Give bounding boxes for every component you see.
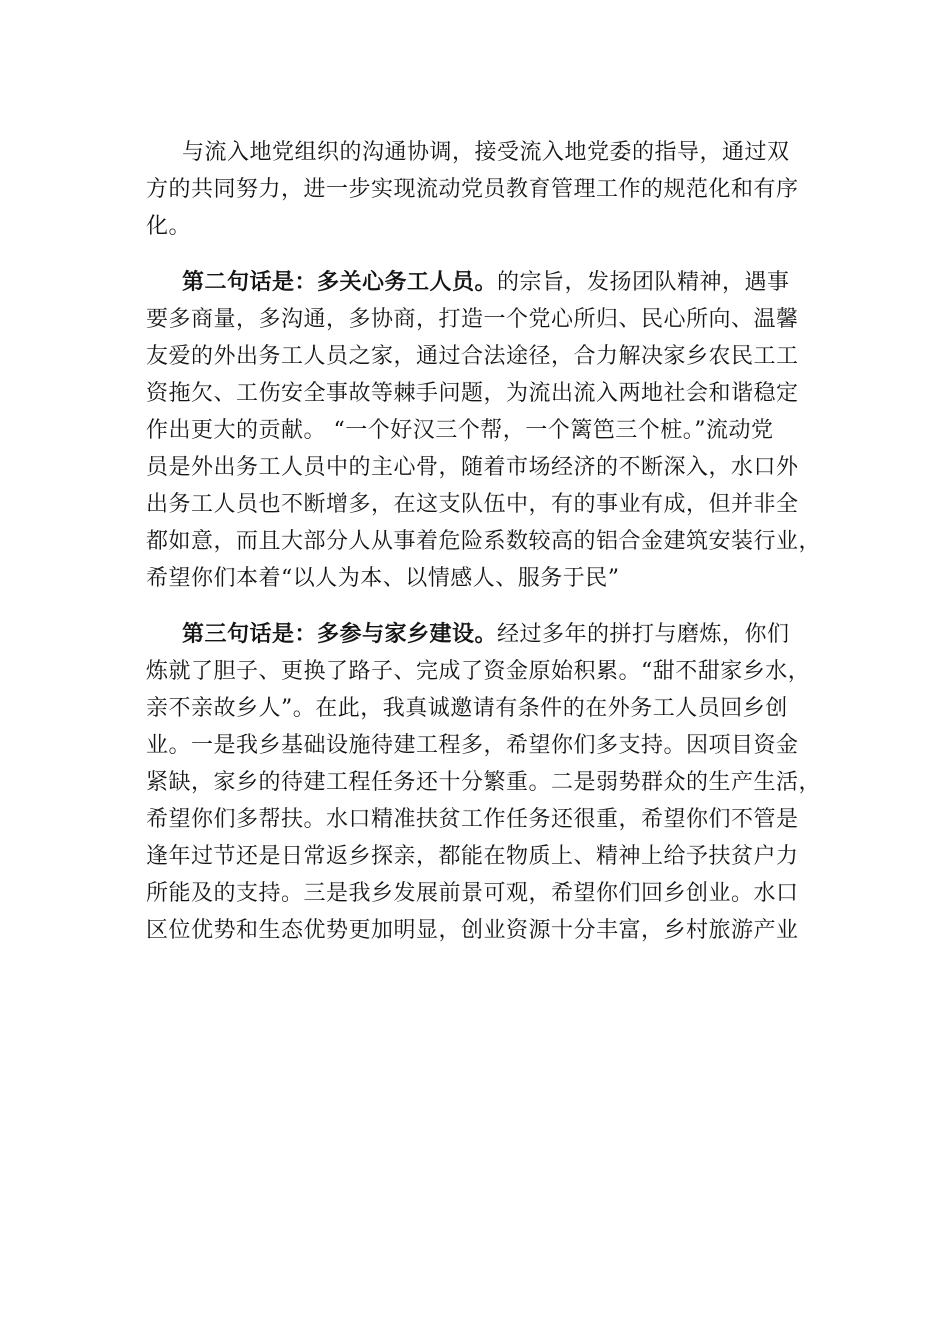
text-line: 都如意，而且大部分人从事着危险系数较高的铝合金建筑安装行业， bbox=[146, 529, 822, 554]
text-line: 业。一是我乡基础设施待建工程多，希望你们多支持。因项目资金 bbox=[146, 733, 799, 758]
text-line: 员是外出务工人员中的主心骨，随着市场经济的不断深入，水口外 bbox=[146, 455, 799, 480]
text-line: 作出更大的贡献。 “一个好汉三个帮，一个篱笆三个桩。”流动党 bbox=[146, 418, 774, 443]
text-run: 经过多年的拼打与磨炼，你们 bbox=[497, 622, 790, 647]
text-line: 逢年过节还是日常返乡探亲，都能在物质上、精神上给予扶贫户力 bbox=[146, 844, 799, 869]
text-line: 亲不亲故乡人”。在此，我真诚邀请有条件的在外务工人员回乡创 bbox=[146, 696, 788, 721]
text-line: 希望你们多帮扶。水口精准扶贫工作任务还很重，希望你们不管是 bbox=[146, 807, 799, 832]
text-line: 方的共同努力，进一步实现流动党员教育管理工作的规范化和有序 bbox=[146, 177, 799, 202]
text-line bbox=[146, 616, 806, 653]
text-line: 出务工人员也不断增多，在这支队伍中，有的事业有成，但并非全 bbox=[146, 492, 799, 517]
section-heading-3: 第三句话是：多参与家乡建设。 bbox=[182, 622, 498, 647]
text-line: 炼就了胆子、更换了路子、完成了资金原始积累。“甜不甜家乡水， bbox=[146, 659, 811, 684]
text-run: 的宗旨，发扬团队精神，遇事 bbox=[497, 270, 790, 295]
text-line: 要多商量，多沟通，多协商，打造一个党心所归、民心所向、温馨 bbox=[146, 307, 799, 332]
text-line: 所能及的支持。三是我乡发展前景可观，希望你们回乡创业。水口 bbox=[146, 881, 799, 906]
paragraph-1 bbox=[146, 134, 806, 245]
text-line: 资拖欠、工伤安全事故等棘手问题，为流出流入两地社会和谐稳定 bbox=[146, 381, 799, 406]
text-line: 区位优势和生态优势更加明显，创业资源十分丰富，乡村旅游产业 bbox=[146, 918, 799, 943]
text-line: 与流入地党组织的沟通协调，接受流入地党委的指导，通过双 bbox=[182, 140, 790, 165]
text-line bbox=[146, 264, 806, 301]
paragraph-2 bbox=[146, 264, 822, 597]
text-line: 友爱的外出务工人员之家，通过合法途径，合力解决家乡农民工工 bbox=[146, 344, 799, 369]
text-line: 化。 bbox=[146, 214, 192, 239]
section-heading-2: 第二句话是：多关心务工人员。 bbox=[182, 270, 498, 295]
document-body bbox=[146, 134, 822, 968]
text-line: 紧缺，家乡的待建工程任务还十分繁重。二是弱势群众的生产生活， bbox=[146, 770, 822, 795]
text-line: 希望你们本着“以人为本、以情感人、服务于民” bbox=[146, 566, 620, 591]
paragraph-3 bbox=[146, 616, 822, 949]
